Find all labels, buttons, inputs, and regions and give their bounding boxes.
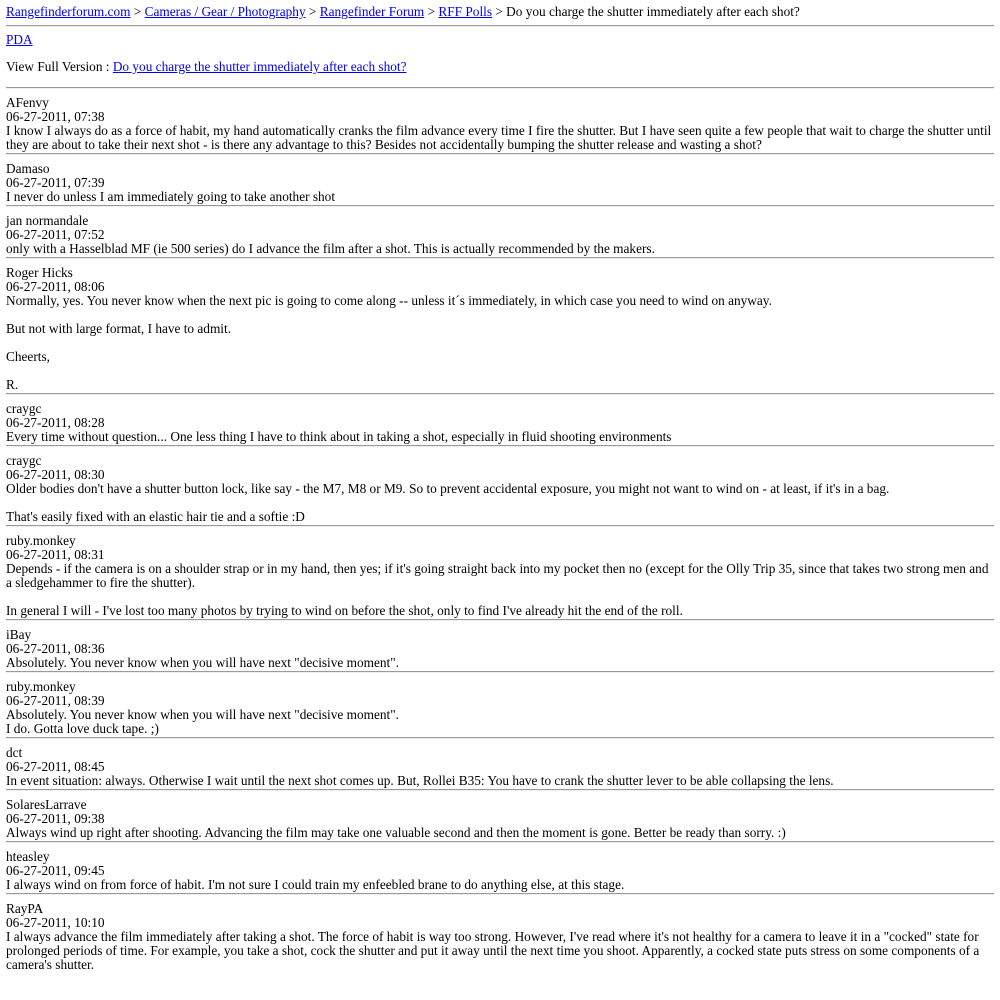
post-author: ruby.monkey xyxy=(6,679,76,694)
post-author: iBay xyxy=(6,627,32,642)
post-body-paragraph: Older bodies don't have a shutter button lock, like say - the M7, M8 or M9. So to prevent accidental exposure, you might not want to wind on - at least, if it's in a bag. xyxy=(6,481,890,496)
breadcrumb-current-thread: Do you charge the shutter immediately after each shot? xyxy=(506,4,800,19)
post-body-paragraph: I always advance the film immediately after taking a shot. The force of habit is way too strong. However, I've read where it's not healthy for a camera to leave it in a "cocked" state for prolonged periods of time. For example, you take a shot, cock the shutter and put it away until the next time you shoot. Apparently, a cocked state puts stress on some components of a camera's shutter. xyxy=(6,929,980,972)
post-body-paragraph: R. xyxy=(6,377,19,392)
post-date: 06-27-2011, 09:38 xyxy=(6,811,105,826)
post-body-paragraph: That's easily fixed with an elastic hair tie and a softie :D xyxy=(6,509,305,524)
post-body-paragraph: Depends - if the camera is on a shoulder strap or in my hand, then yes; if it's going straight back into my pocket then no (except for the Olly Trip 35, since that takes two strong men and a sledgehammer to fire the shutter). xyxy=(6,561,989,590)
post xyxy=(6,207,994,257)
post-body-line: I do. Gotta love duck tape. ;) xyxy=(6,721,159,736)
post-author: craygc xyxy=(6,401,42,416)
post-body-paragraph: Cheerts, xyxy=(6,349,50,364)
breadcrumb-link-subforum[interactable]: RFF Polls xyxy=(438,4,493,19)
post xyxy=(6,791,994,841)
post-body-paragraph: Always wind up right after shooting. Advancing the film may take one valuable second and then the moment is gone. Better be ready than sorry. :) xyxy=(6,825,786,840)
post-body-paragraph: I never do unless I am immediately going to take another shot xyxy=(6,189,336,204)
breadcrumb-separator: > xyxy=(308,4,317,19)
full-version-line xyxy=(6,60,994,74)
post xyxy=(6,895,994,973)
post xyxy=(6,527,994,619)
post-author: Damaso xyxy=(6,161,50,176)
post-body-line: Absolutely. You never know when you will have next "decisive moment". xyxy=(6,707,399,722)
post-date: 06-27-2011, 08:39 xyxy=(6,693,105,708)
post xyxy=(6,739,994,789)
post-list xyxy=(6,87,994,973)
full-version-prefix: View Full Version : xyxy=(6,59,110,74)
post-body-paragraph: Absolutely. You never know when you will have next "decisive moment". xyxy=(6,655,399,670)
post xyxy=(6,447,994,525)
breadcrumb-link-site[interactable]: Rangefinderforum.com xyxy=(6,4,131,19)
post-date: 06-27-2011, 08:31 xyxy=(6,547,105,562)
post-date: 06-27-2011, 08:45 xyxy=(6,759,105,774)
divider xyxy=(6,25,994,27)
post xyxy=(6,395,994,445)
post-author: jan normandale xyxy=(6,213,89,228)
post-date: 06-27-2011, 09:45 xyxy=(6,863,105,878)
post-date: 06-27-2011, 08:30 xyxy=(6,467,105,482)
pda-link[interactable]: PDA xyxy=(6,32,33,47)
post-author: ruby.monkey xyxy=(6,533,76,548)
breadcrumb-link-category[interactable]: Cameras / Gear / Photography xyxy=(144,4,306,19)
post xyxy=(6,621,994,671)
post-author: hteasley xyxy=(6,849,50,864)
breadcrumb-separator: > xyxy=(495,4,503,19)
post-author: AFenvy xyxy=(6,95,49,110)
post-body-paragraph: Every time without question... One less thing I have to think about in taking a shot, especially in fluid shooting environments xyxy=(6,429,672,444)
breadcrumb-separator: > xyxy=(133,4,142,19)
post-author: craygc xyxy=(6,453,42,468)
post xyxy=(6,673,994,737)
post-date: 06-27-2011, 07:39 xyxy=(6,175,105,190)
post-body-paragraph: In general I will - I've lost too many photos by trying to wind on before the shot, only to find I've already hit the end of the roll. xyxy=(6,603,683,618)
post-date: 06-27-2011, 08:06 xyxy=(6,279,105,294)
post xyxy=(6,155,994,205)
post-author: Roger Hicks xyxy=(6,265,73,280)
post-date: 06-27-2011, 07:52 xyxy=(6,227,105,242)
post xyxy=(6,843,994,893)
breadcrumb-link-forum[interactable]: Rangefinder Forum xyxy=(319,4,425,19)
post-author: dct xyxy=(6,745,23,760)
post-date: 06-27-2011, 08:36 xyxy=(6,641,105,656)
post-author: SolaresLarrave xyxy=(6,797,87,812)
post-body-paragraph: I know I always do as a force of habit, my hand automatically cranks the film advance every time I fire the shutter. But I have seen quite a few people that wait to charge the shutter until they are about to take their next shot - is there any advantage to this? Besides not accidentally bumping the shutter release and wasting a shot? xyxy=(6,123,992,152)
post-body-paragraph: But not with large format, I have to admit. xyxy=(6,321,232,336)
post-body-paragraph: I always wind on from force of habit. I'm not sure I could train my enfeebled brane to do anything else, at this stage. xyxy=(6,877,625,892)
post xyxy=(6,259,994,393)
post-date: 06-27-2011, 10:10 xyxy=(6,915,105,930)
post-author: RayPA xyxy=(6,901,44,916)
breadcrumb-separator: > xyxy=(427,4,436,19)
post xyxy=(6,89,994,153)
post-date: 06-27-2011, 07:38 xyxy=(6,109,105,124)
post-body-paragraph: only with a Hasselblad MF (ie 500 series) do I advance the film after a shot. This is actually recommended by the makers. xyxy=(6,241,655,256)
post-body-paragraph: Normally, yes. You never know when the next pic is going to come along -- unless it´s immediately, in which case you need to wind on anyway. xyxy=(6,293,772,308)
archive-page xyxy=(6,5,994,973)
post-body-paragraph: In event situation: always. Otherwise I wait until the next shot comes up. But, Rollei B35: You have to crank the shutter lever to be able collapsing the lens. xyxy=(6,773,834,788)
post-date: 06-27-2011, 08:28 xyxy=(6,415,105,430)
full-version-link[interactable]: Do you charge the shutter immediately after each shot? xyxy=(112,59,407,74)
breadcrumb xyxy=(6,5,994,19)
